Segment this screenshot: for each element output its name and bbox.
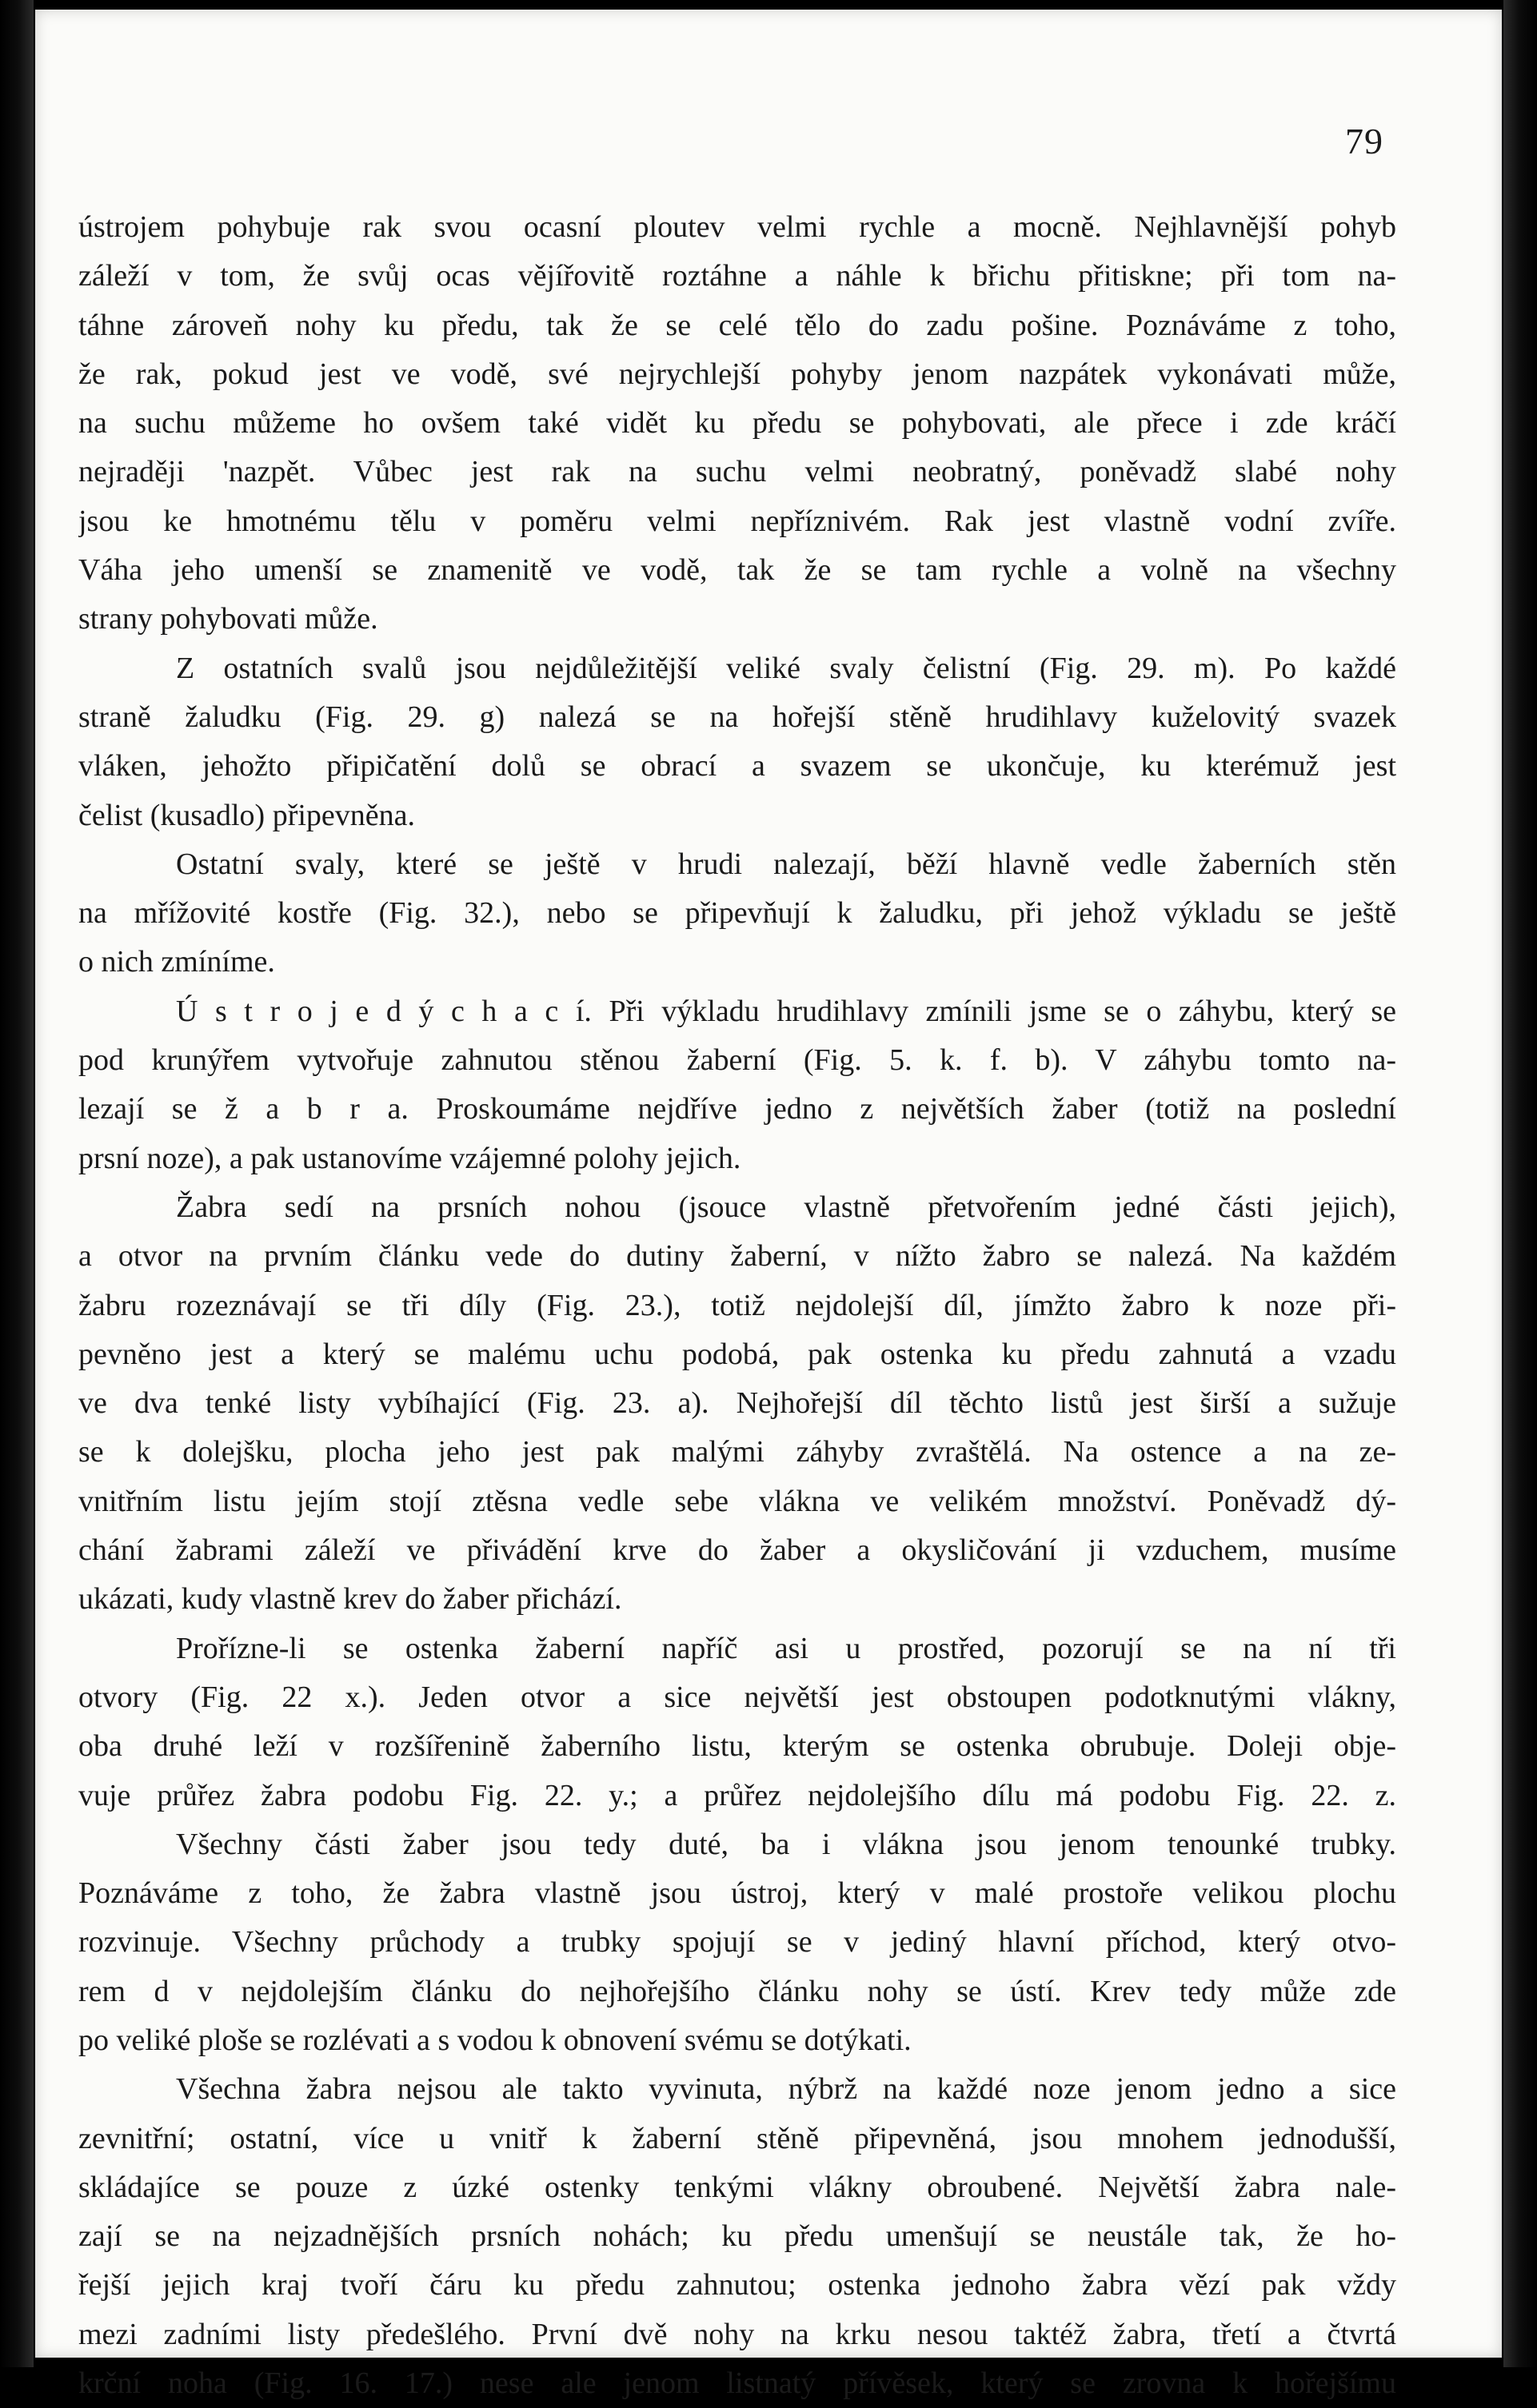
- text-line: zevnitřní; ostatní, více u vnitř k žaberní stěně připevněná, jsou mnohem jednodušší,: [78, 2121, 1396, 2155]
- text-line: ukázati, kudy vlastně krev do žaber přichází.: [78, 1582, 622, 1617]
- text-line: vláken, jehožto připičatění dolů se obrací a svazem se ukončuje, ku kterémuž jest: [78, 749, 1396, 783]
- text-line: rem d v nejdolejším článku do nejhořejšího článku nohy se ústí. Krev tedy může zde: [78, 1974, 1396, 2008]
- text-line: nejraději 'nazpět. Vůbec jest rak na suchu velmi neobratný, poněvadž slabé nohy: [78, 455, 1396, 489]
- text-line: na mřížovité kostře (Fig. 32.), nebo se připevňují k žaludku, při jehož výkladu se ještě: [78, 896, 1396, 931]
- text-line: Proříznе-li se ostenka žaberní napříč asi u prostřed, pozorují se na ní tři: [176, 1631, 1396, 1665]
- page-number: 79: [1345, 121, 1383, 161]
- text-line: krční noha (Fig. 16. 17.) nese ale jenom listnatý přívěsek, který se zrovna k hořejšímu: [78, 2366, 1396, 2401]
- text-line: Všechny části žaber jsou tedy duté, ba i vlákna jsou jenom tenounké trubky.: [176, 1827, 1396, 1861]
- text-line: rozvinuje. Všechny průchody a trubky spojují se v jediný hlavní příchod, který otvo-: [78, 1925, 1396, 1959]
- text-line: strany pohybovati může.: [78, 602, 378, 636]
- text-line: vuje průřez žabra podobu Fig. 22. y.; a průřez nejdolejšího dílu má podobu Fig. 22. z.: [78, 1778, 1396, 1812]
- text-line: straně žaludku (Fig. 29. g) nalezá se na hořejší stěně hrudihlavy kuželovitý svazek: [78, 700, 1396, 734]
- text-line: Ostatní svaly, které se ještě v hrudi nalezají, běží hlavně vedle žaberních stěn: [176, 847, 1396, 881]
- text-line: chání žabrami záleží ve přivádění krve do žaber a okysličování ji vzduchem, musíme: [78, 1533, 1396, 1568]
- text-line: ve dva tenké listy vybíhající (Fig. 23. a). Nejhořejší díl těchto listů jest širší a sužuje: [78, 1386, 1396, 1421]
- text-line: prsní noze), a pak ustanovíme vzájemné polohy jejich.: [78, 1141, 741, 1175]
- text-line: pod krunýřem vytvořuje zahnutou stěnou žaberní (Fig. 5. k. f. b). V záhybu tomto na-: [78, 1043, 1396, 1078]
- text-line: ústrojem pohybuje rak svou ocasní ploutev velmi rychle a mocně. Nejhlavnější pohyb: [78, 210, 1396, 244]
- text-line: Poznáváme z toho, že žabra vlastně jsou ústroj, který v malé prostoře velikou plochu: [78, 1876, 1396, 1911]
- body-text: [78, 203, 1396, 2408]
- text-line: zají se na nejzadnějších prsních nohách; ku předu umenšují se neustále tak, že ho-: [78, 2219, 1396, 2254]
- text-line: Z ostatních svalů jsou nejdůležitější veliké svaly čelistní (Fig. 29. m). Po každé: [176, 651, 1396, 685]
- text-line: skládajíce se pouze z úzké ostenky tenkými vlákny obroubené. Největší žabra nale-: [78, 2170, 1396, 2204]
- text-line: žabru rozeznávají se tři díly (Fig. 23.), totiž nejdolejší díl, jímžto žabro k noze při-: [78, 1288, 1396, 1322]
- text-line: po veliké ploše se rozlévati a s vodou k obnovení svému se dotýkati.: [78, 2023, 912, 2057]
- text-line: se k dolejšku, plocha jeho jest pak malými záhyby zvraštělá. Na ostence a na ze-: [78, 1435, 1396, 1469]
- text-line: čelist (kusadlo) připevněna.: [78, 798, 416, 832]
- text-line: Žabra sedí na prsních nohou (jsouce vlastně přetvořením jedné části jejich),: [176, 1190, 1396, 1224]
- text-line: oba druhé leží v rozšířenině žaberního listu, kterým se ostenka obrubuje. Doleji obje-: [78, 1729, 1396, 1764]
- text-line: jsou ke hmotnému tělu v poměru velmi nepříznivém. Rak jest vlastně vodní zvíře.: [78, 504, 1396, 538]
- text-line: Všechna žabra nejsou ale takto vyvinuta, nýbrž na každé noze jenom jedno a sice: [176, 2072, 1396, 2107]
- text-line: Ú s t r o j e d ý c h a c í. Při výkladu hrudihlavy zmínili jsme se o záhybu, který se: [176, 994, 1396, 1028]
- text-line: řejší jejich kraj tvoří čáru ku předu zahnutou; ostenka jednoho žabra vězí pak vždy: [78, 2268, 1396, 2302]
- text-line: mezi zadními listy předešlého. První dvě nohy na krku nesou taktéž žabra, třetí a čtvrtá: [78, 2317, 1396, 2351]
- book-page: [35, 10, 1502, 2401]
- text-line: že rak, pokud jest ve vodě, své nejrychlejší pohyby jenom nazpátek vykonávati může,: [78, 357, 1396, 391]
- text-line: vnitřním listu jejím stojí ztěsna vedle sebe vlákna ve velikém množství. Poněvadž dý-: [78, 1484, 1396, 1518]
- text-line: pevněno jest a který se malému uchu podobá, pak ostenka ku předu zahnutá a vzadu: [78, 1337, 1396, 1371]
- scan-border-left: [0, 0, 34, 2367]
- text-line: otvory (Fig. 22 x.). Jeden otvor a sice největší jest obstoupen podotknutými vlákny,: [78, 1680, 1396, 1714]
- text-line: o nich zmíníme.: [78, 945, 275, 979]
- text-line: na suchu můžeme ho ovšem také vidět ku předu se pohybovati, ale přece i zde kráčí: [78, 406, 1396, 441]
- text-line: lezají se ž a b r a. Proskoumáme nejdříve jedno z největších žaber (totiž na poslední: [78, 1092, 1396, 1126]
- text-line: Váha jeho umenší se znamenitě ve vodě, tak že se tam rychle a volně na všechny: [78, 553, 1396, 588]
- scan-border-right: [1503, 0, 1537, 2367]
- text-line: a otvor na prvním článku vede do dutiny žaberní, v nížto žabro se nalezá. Na každém: [78, 1239, 1396, 1274]
- text-line: táhne zároveň nohy ku předu, tak že se celé tělo do zadu pošine. Poznáváme z toho,: [78, 308, 1396, 342]
- text-line: záleží v tom, že svůj ocas vějířovitě roztáhne a náhle k břichu přitiskne; při tom na-: [78, 259, 1396, 293]
